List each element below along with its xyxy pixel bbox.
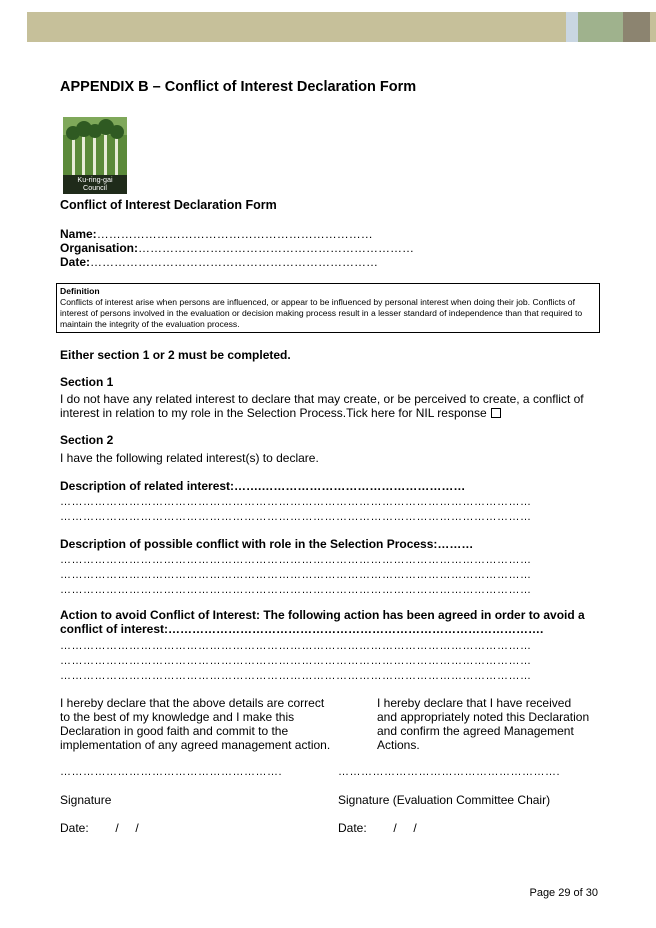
date-field[interactable]	[60, 255, 378, 269]
name-field[interactable]	[60, 227, 373, 241]
banner-block	[566, 12, 578, 42]
organisation-field[interactable]	[60, 241, 414, 255]
section1-line1: I do not have any related interest to declare that may create, or be perceived to create, a conflict of	[60, 392, 584, 406]
council-logo	[63, 117, 127, 194]
section2-heading: Section 2	[60, 433, 114, 447]
related-interest-line[interactable]: ……………………………………………………………………………………………………………	[60, 511, 532, 523]
date-signature-left[interactable]: Date: / /	[60, 821, 139, 835]
header-banner	[27, 12, 656, 42]
definition-heading: Definition	[60, 286, 100, 296]
logo-line-1: Ku-ring-gai	[77, 175, 113, 184]
page-number: Page 29 of 30	[529, 887, 598, 899]
declaration-right-line: and appropriately noted this Declaration	[377, 710, 590, 724]
date-label: Date:	[60, 255, 91, 269]
related-interest-dots: …….……………………………………………	[234, 479, 466, 493]
action-line1: Action to avoid Conflict of Interest: The following action has been agreed in order to avoid a	[60, 608, 585, 622]
nil-response-checkbox[interactable]	[491, 408, 501, 418]
name-label: Name:	[60, 227, 97, 241]
section1-line2-text: interest in relation to my role in the Selection Process.Tick here for NIL response	[60, 406, 487, 420]
action-line2-dots: ………………………………………………………………………………….	[168, 622, 544, 636]
action-line[interactable]: ……………………………………………………………………………………………………………	[60, 670, 532, 682]
page-title: APPENDIX B – Conflict of Interest Declaration Form	[60, 79, 417, 95]
definition-box	[56, 283, 600, 333]
date-signature-right[interactable]: Date: / /	[338, 821, 417, 835]
organisation-label: Organisation:	[60, 241, 139, 255]
organisation-dots: ……………………………………………………………	[138, 241, 415, 255]
section2-text: I have the following related interest(s) to declare.	[60, 451, 319, 465]
declaration-left-line: Declaration in good faith and commit to the	[60, 724, 289, 738]
declaration-right	[377, 696, 607, 752]
possible-conflict-line[interactable]: ……………………………………………………………………………………………………………	[60, 569, 532, 581]
related-interest-label	[60, 479, 465, 494]
possible-conflict-line[interactable]: ……………………………………………………………………………………………………………	[60, 554, 532, 566]
declaration-left-line: implementation of any agreed management action.	[60, 738, 331, 752]
section1-line2	[60, 406, 501, 421]
name-dots: ……………………………………………………………	[96, 227, 373, 241]
signature-line-left[interactable]: ………………………………………………….	[60, 766, 283, 778]
action-line[interactable]: ……………………………………………………………………………………………………………	[60, 640, 532, 652]
declaration-right-line: Actions.	[377, 738, 420, 752]
declaration-left-line: I hereby declare that the above details are correct	[60, 696, 325, 710]
possible-conflict-label	[60, 537, 473, 552]
signature-label-right: Signature (Evaluation Committee Chair)	[338, 793, 551, 807]
possible-conflict-line[interactable]: ……………………………………………………………………………………………………………	[60, 584, 532, 596]
related-interest-label-text: Description of related interest:	[60, 479, 235, 493]
possible-conflict-dots: ………	[437, 537, 474, 551]
banner-block	[578, 12, 623, 42]
declaration-right-line: I hereby declare that I have received	[377, 696, 572, 710]
either-notice: Either section 1 or 2 must be completed.	[60, 348, 291, 362]
action-line2	[60, 622, 543, 637]
declaration-left	[60, 696, 350, 752]
declaration-right-line: and confirm the agreed Management	[377, 724, 574, 738]
section1-heading: Section 1	[60, 375, 114, 389]
form-title: Conflict of Interest Declaration Form	[60, 198, 277, 212]
possible-conflict-label-text: Description of possible conflict with role in the Selection Process:	[60, 537, 438, 551]
action-line[interactable]: ……………………………………………………………………………………………………………	[60, 655, 532, 667]
declaration-left-line: to the best of my knowledge and I make this	[60, 710, 295, 724]
date-dots: ………………………………………………………………	[90, 255, 379, 269]
logo-line-2: Council	[83, 183, 107, 192]
related-interest-line[interactable]: ……………………………………………………………………………………………………………	[60, 496, 532, 508]
banner-block	[623, 12, 650, 42]
action-line2-label: conflict of interest:	[60, 622, 169, 636]
signature-label-left: Signature	[60, 793, 112, 807]
signature-line-right[interactable]: ………………………………………………….	[338, 766, 561, 778]
banner-block	[650, 12, 656, 42]
definition-text: Conflicts of interest arise when persons are influenced, or appear to be influenced by personal interest when doing their job. Conflicts of interest of persons involved in the evaluation or decision making process result in a lesser standard of independence than that required to maintain the integrity of the evaluation process.	[60, 297, 583, 329]
